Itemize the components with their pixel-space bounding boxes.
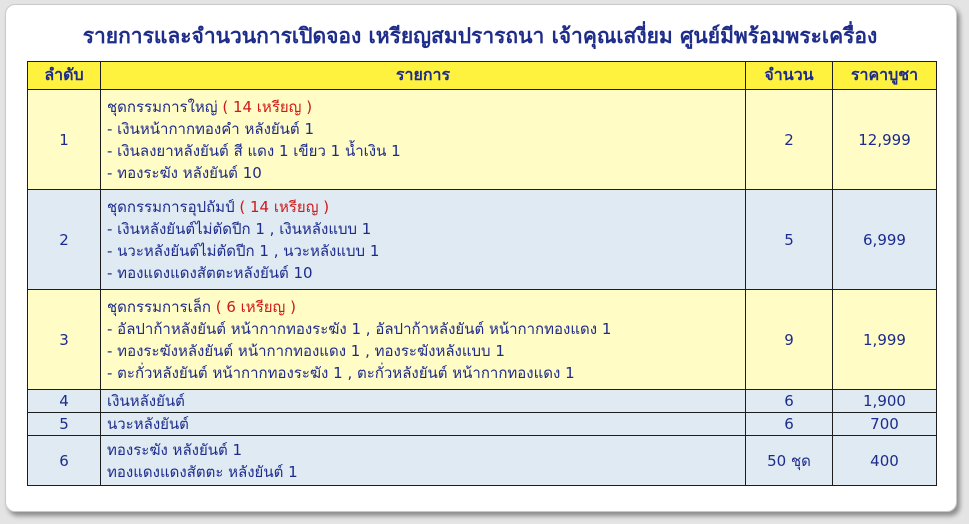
row-qty: 6: [746, 390, 833, 413]
header-qty: จำนวน: [746, 62, 833, 90]
row-detail-line: - เงินลงยาหลังยันต์ สี แดง 1 เขียว 1 น้ำเงิน 1: [107, 141, 401, 160]
header-price: ราคาบูชา: [833, 62, 937, 90]
row-no: 2: [28, 190, 101, 290]
table-row: [28, 390, 937, 413]
row-detail-line: ทองแดงแดงสัตตะ หลังยันต์ 1: [107, 462, 298, 481]
row-name: ชุดกรรมการเล็ก: [107, 297, 216, 316]
row-qty: 5: [746, 190, 833, 290]
header-item: รายการ: [101, 62, 746, 90]
row-name: ชุดกรรมการอุปถัมป์: [107, 197, 240, 216]
table-header-row: [28, 62, 937, 90]
row-name: ชุดกรรมการใหญ่: [107, 97, 223, 116]
row-name: ทองระฆัง หลังยันต์ 1: [107, 440, 243, 459]
coin-count: ( 14 เหรียญ ): [222, 97, 313, 116]
row-no: 5: [28, 413, 101, 436]
table-row: [28, 290, 937, 390]
row-description: [101, 190, 746, 290]
row-detail-line: - ทองระฆัง หลังยันต์ 10: [107, 163, 262, 182]
table-row: [28, 90, 937, 190]
row-qty: 6: [746, 413, 833, 436]
row-no: 6: [28, 436, 101, 486]
row-detail-line: - นวะหลังยันต์ไม่ตัดปีก 1 , นวะหลังแบบ 1: [107, 241, 380, 260]
table-row: [28, 413, 937, 436]
row-qty: 2: [746, 90, 833, 190]
row-price: 700: [833, 413, 937, 436]
row-description: [101, 90, 746, 190]
coin-count: ( 6 เหรียญ ): [215, 297, 296, 316]
row-description: เงินหลังยันต์: [101, 390, 746, 413]
row-detail-line: - ตะกั่วหลังยันต์ หน้ากากทองระฆัง 1 , ตะกั่วหลังยันต์ หน้ากากทองแดง 1: [107, 363, 575, 382]
header-no: ลำดับ: [28, 62, 101, 90]
row-description: นวะหลังยันต์: [101, 413, 746, 436]
row-detail-line: - ทองระฆังหลังยันต์ หน้ากากทองแดง 1 , ทองระฆังหลังแบบ 1: [107, 341, 505, 360]
table-row: [28, 190, 937, 290]
row-description: [101, 436, 746, 486]
row-description: [101, 290, 746, 390]
row-no: 1: [28, 90, 101, 190]
row-price: 400: [833, 436, 937, 486]
row-detail-line: - อัลปาก้าหลังยันต์ หน้ากากทองระฆัง 1 , อัลปาก้าหลังยันต์ หน้ากากทองแดง 1: [107, 319, 612, 338]
row-price: 12,999: [833, 90, 937, 190]
row-price: 6,999: [833, 190, 937, 290]
row-price: 1,900: [833, 390, 937, 413]
row-detail-line: - เงินหลังยันต์ไม่ตัดปีก 1 , เงินหลังแบบ 1: [107, 219, 372, 238]
row-detail-line: - เงินหน้ากากทองคำ หลังยันต์ 1: [107, 119, 314, 138]
row-detail-line: - ทองแดงแดงสัตตะหลังยันต์ 10: [107, 263, 313, 282]
row-no: 4: [28, 390, 101, 413]
coin-count: ( 14 เหรียญ ): [239, 197, 330, 216]
row-price: 1,999: [833, 290, 937, 390]
table-row: [28, 436, 937, 486]
row-qty: 9: [746, 290, 833, 390]
row-no: 3: [28, 290, 101, 390]
row-qty: 50 ชุด: [746, 436, 833, 486]
page-title: รายการและจำนวนการเปิดจอง เหรียญสมปรารถนา เจ้าคุณเสงี่ยม ศูนย์มีพร้อมพระเครื่อง: [82, 24, 878, 48]
price-table: [27, 61, 937, 486]
